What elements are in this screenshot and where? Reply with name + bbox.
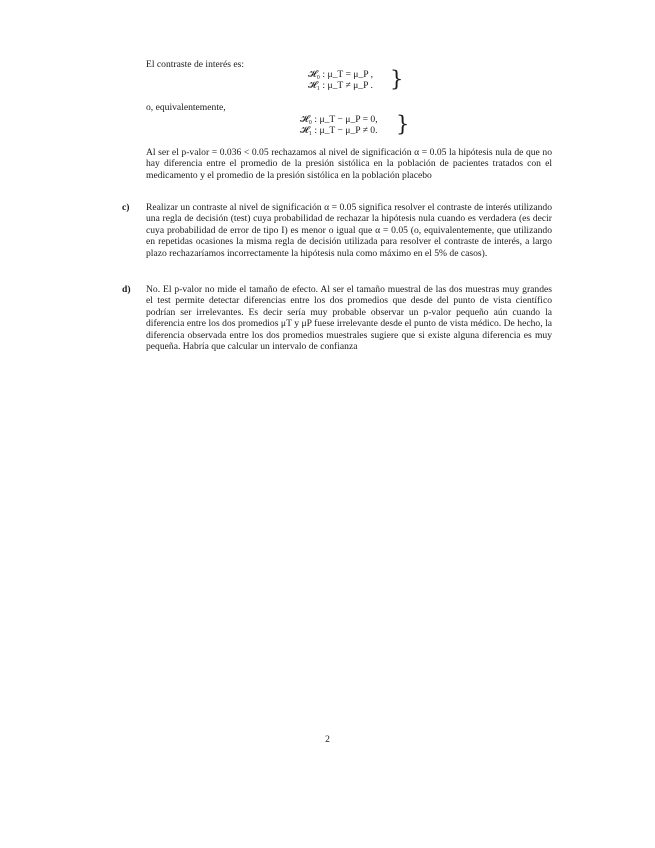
item-c bbox=[122, 202, 552, 259]
item-d bbox=[122, 284, 552, 352]
item-c-text: Realizar un contraste al nivel de significación α = 0.05 significa resolver el contraste de interés utilizando una regla de decisión (test) cuya probabilidad de rechazar la hipótesis nula cuando es verdadera (es decir cuya probabilidad de error de tipo I) es menor o igual que α = 0.05 (o, equivalentemente, que utilizando en repetidas ocasiones la misma regla de decisión utilizada para resolver el contraste de interés, a largo plazo rechazaríamos incorrectamente la hipótesis nula como máximo en el 5% de casos). bbox=[146, 202, 552, 259]
hypotheses-block-1 bbox=[308, 67, 404, 91]
item-d-label: d) bbox=[122, 284, 131, 295]
null-hypothesis-difference: 𝓗₀ : μ_T − μ_P = 0, bbox=[300, 114, 378, 125]
intro-text: El contraste de interés es: bbox=[146, 59, 245, 70]
item-d-text: No. El p-valor no mide el tamaño de efecto. Al ser el tamaño muestral de las dos muestras muy grandes el test permite detectar diferencias entre los dos promedios que desde del punto de vista científico podrían ser irrelevantes. Es decir sería muy probable observar un p-valor pequeño aún cuando la diferencia entre los dos promedios μT y μP fuese irrelevante desde el punto de vista médico. De hecho, la diferencia observada entre los dos promedios muestrales sugiere que si existe alguna diferencia es muy pequeña. Habría que calcular un intervalo de confianza bbox=[146, 284, 552, 353]
item-c-label: c) bbox=[122, 202, 130, 213]
right-brace-icon: } bbox=[396, 112, 410, 136]
null-hypothesis: 𝓗₀ : μ_T = μ_P , bbox=[308, 69, 374, 80]
hypotheses-block-2 bbox=[300, 112, 410, 136]
alternative-hypothesis: 𝓗₁ : μ_T ≠ μ_P . bbox=[308, 80, 373, 91]
right-brace-icon: } bbox=[390, 67, 404, 91]
conclusion-paragraph: Al ser el p-valor = 0.036 < 0.05 rechazamos al nivel de significación α = 0.05 la hipótesis nula de que no hay diferencia entre el promedio de la presión sistólica en la población de pacientes tratados con el medicamento y el promedio de la presión sistólica en la población placebo bbox=[146, 147, 552, 181]
page-number: 2 bbox=[325, 734, 330, 745]
equivalent-text: o, equivalentemente, bbox=[146, 102, 226, 113]
alternative-hypothesis-difference: 𝓗₁ : μ_T − μ_P ≠ 0. bbox=[300, 125, 378, 136]
